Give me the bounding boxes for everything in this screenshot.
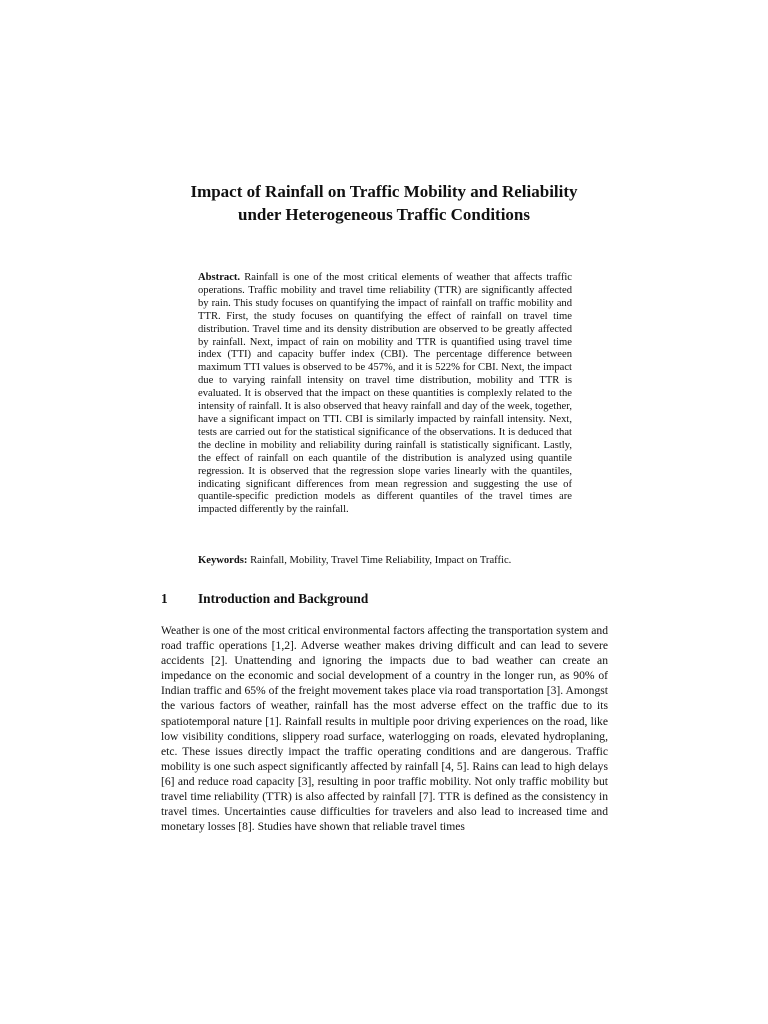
paper-title bbox=[120, 180, 648, 226]
abstract-text: Rainfall is one of the most critical elements of weather that affects traffic operations. Traffic mobility and travel time reliability (TTR) are significantly affected by rain. This study focuses on quantifying the impact of rainfall on traffic mobility and TTR. First, the study focuses on quantifying the effect of rainfall on travel time distribution. Travel time and its density distribution are observed to be greatly affected by rainfall. Next, impact of rain on mobility and TTR is quantified using travel time index (TTI) and capacity buffer index (CBI). The percentage difference between maximum TTI values is observed to be 457%, and it is 522% for CBI. Next, the impact due to varying rainfall intensity on travel time distribution, mobility and TTR is evaluated. It is observed that the impact on these quantities is complexly related to the intensity of rainfall. It is also observed that heavy rainfall and day of the week, together, have a significant impact on TTI. CBI is similarly impacted by rainfall intensity. Next, tests are carried out for the statistical significance of the observations. It is deduced that the decline in mobility and reliability during rainfall is statistically significant. Lastly, the effect of rainfall on each quantile of the distribution is analyzed using quantile regression. It is observed that the regression slope varies linearly with the quantiles, indicating significant differences from mean regression and suggesting the use of quantile-specific prediction models as different quantiles of the travel times are impacted differently by the rainfall. bbox=[198, 272, 572, 516]
section-title: Introduction and Background bbox=[198, 591, 369, 606]
keywords-label: Keywords: bbox=[198, 555, 251, 566]
section-heading bbox=[161, 590, 368, 607]
paper-title-line-2: under Heterogeneous Traffic Conditions bbox=[238, 205, 530, 224]
section-body: Weather is one of the most critical environmental factors affecting the transportation system and road traffic operations [1,2]. Adverse weather makes driving difficult and can lead to severe accidents [2]. Unattending and ignoring the impacts due to bad weather can create an impedance on the economic and social development of a country in the longer run, as 90% of Indian traffic and 65% of the freight movement takes place via road transportation [3]. Amongst the various factors of weather, rainfall has the most adverse effect on the traffic due to its spatiotemporal nature [1]. Rainfall results in multiple poor driving experiences on the road, like low visibility conditions, slippery road surface, waterlogging on roads, elevated hydroplaning, etc. These issues directly impact the traffic operating conditions and are dangerous. Traffic mobility is one such aspect significantly affected by rainfall [4, 5]. Rains can lead to high delays [6] and reduce road capacity [3], resulting in poor traffic mobility. Not only traffic mobility but travel time reliability (TTR) is also affected by rainfall [7]. TTR is defined as the consistency in travel times. Uncertainties cause difficulties for travelers and also lead to increased time and monetary losses [8]. Studies have shown that reliable travel times bbox=[161, 624, 608, 834]
keywords-text: Rainfall, Mobility, Travel Time Reliability, Impact on Traffic. bbox=[250, 555, 512, 566]
abstract-label: Abstract. bbox=[198, 272, 245, 283]
section-number: 1 bbox=[161, 591, 168, 606]
abstract bbox=[198, 272, 572, 517]
keywords bbox=[198, 554, 572, 567]
paper-title-line-1: Impact of Rainfall on Traffic Mobility and Reliability bbox=[190, 182, 578, 201]
